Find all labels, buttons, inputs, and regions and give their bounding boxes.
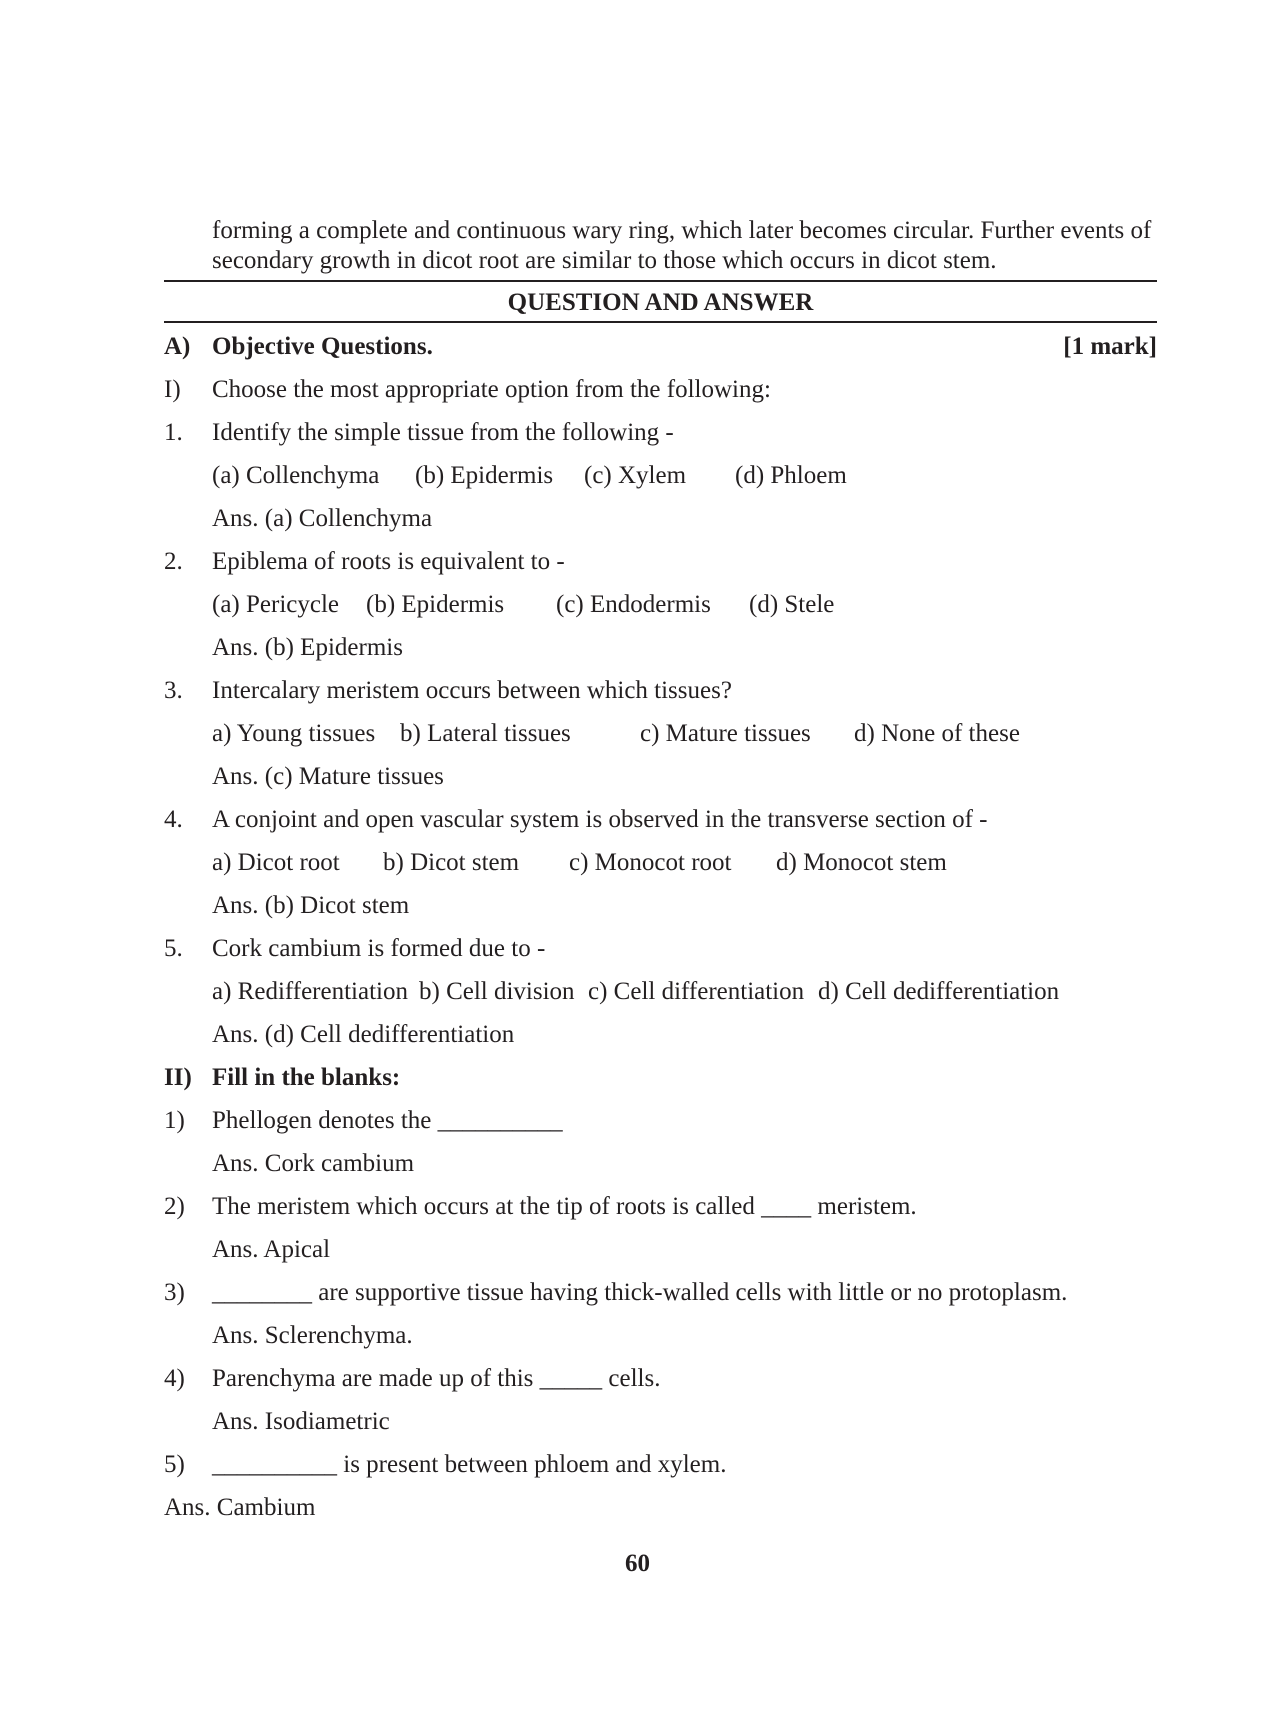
option-d: (d) Stele — [749, 591, 835, 618]
question-text: Phellogen denotes the __________ — [212, 1107, 563, 1134]
mcq-question — [164, 545, 1157, 579]
intro-paragraph — [212, 216, 1162, 276]
divider-bottom — [164, 321, 1157, 323]
answer-text: Ans. (b) Epidermis — [212, 634, 403, 661]
answer-text: Ans. (d) Cell dedifferentiation — [212, 1021, 515, 1048]
mcq-answer — [164, 631, 1157, 665]
page-number: 60 — [625, 1550, 650, 1577]
part-i-instruction: Choose the most appropriate option from the following: — [212, 376, 771, 403]
option-b: b) Cell division — [419, 978, 575, 1005]
answer-text: Ans. Cambium — [164, 1494, 316, 1521]
question-number: 3) — [164, 1279, 185, 1306]
question-text: __________ is present between phloem and xylem. — [212, 1451, 727, 1478]
option-c: (c) Endodermis — [556, 591, 711, 618]
option-c: c) Mature tissues — [640, 720, 811, 747]
part-a-title: Objective Questions. — [212, 333, 433, 360]
mcq-answer — [164, 889, 1157, 923]
answer-text: Ans. Sclerenchyma. — [212, 1322, 413, 1349]
option-b: b) Lateral tissues — [400, 720, 571, 747]
answer-text: Ans. (a) Collenchyma — [212, 505, 433, 532]
part-ii-header — [164, 1061, 1157, 1095]
mcq-question — [164, 803, 1157, 837]
intro-line-2: secondary growth in dicot root are similar to those which occurs in dicot stem. — [212, 247, 997, 274]
mcq-options — [164, 846, 1157, 880]
marks-label: [1 mark] — [1063, 333, 1157, 360]
mcq-options — [164, 717, 1157, 751]
question-number: 2. — [164, 548, 183, 575]
option-d: d) None of these — [854, 720, 1020, 747]
blank-question — [164, 1448, 1157, 1482]
option-a: (a) Collenchyma — [212, 462, 380, 489]
mcq-options — [164, 459, 1157, 493]
blank-answer — [164, 1405, 1157, 1439]
question-text: Parenchyma are made up of this _____ cells. — [212, 1365, 661, 1392]
divider-top — [164, 280, 1157, 282]
blank-question — [164, 1190, 1157, 1224]
blank-question — [164, 1104, 1157, 1138]
answer-text: Ans. Apical — [212, 1236, 331, 1263]
option-a: a) Dicot root — [212, 849, 340, 876]
question-text: The meristem which occurs at the tip of roots is called ____ meristem. — [212, 1193, 917, 1220]
option-c: (c) Xylem — [584, 462, 687, 489]
option-b: (b) Epidermis — [366, 591, 505, 618]
mcq-answer — [164, 502, 1157, 536]
mcq-options — [164, 975, 1157, 1009]
question-number: 1) — [164, 1107, 185, 1134]
option-c: c) Cell differentiation — [588, 978, 805, 1005]
part-i-label: I) — [164, 376, 181, 403]
question-number: 1. — [164, 419, 183, 446]
answer-text: Ans. (b) Dicot stem — [212, 892, 410, 919]
intro-line-1: forming a complete and continuous wary ring, which later becomes circular. Further events of — [212, 217, 1152, 244]
question-number: 4. — [164, 806, 183, 833]
blank-answer — [164, 1233, 1157, 1267]
mcq-question — [164, 416, 1157, 450]
question-text: ________ are supportive tissue having thick-walled cells with little or no protoplasm. — [212, 1279, 1068, 1306]
blank-question — [164, 1362, 1157, 1396]
section-title: QUESTION AND ANSWER — [507, 289, 814, 316]
question-text: Intercalary meristem occurs between which tissues? — [212, 677, 732, 704]
question-number: 2) — [164, 1193, 185, 1220]
option-c: c) Monocot root — [569, 849, 732, 876]
question-text: Identify the simple tissue from the following - — [212, 419, 674, 446]
question-number: 3. — [164, 677, 183, 704]
mcq-answer — [164, 760, 1157, 794]
option-d: d) Monocot stem — [776, 849, 947, 876]
question-number: 4) — [164, 1365, 185, 1392]
question-text: Cork cambium is formed due to - — [212, 935, 546, 962]
option-b: b) Dicot stem — [383, 849, 520, 876]
mcq-question — [164, 674, 1157, 708]
part-a-label: A) — [164, 333, 191, 360]
part-a-header — [164, 330, 1157, 364]
blank-answer — [164, 1491, 1157, 1525]
answer-text: Ans. Isodiametric — [212, 1408, 390, 1435]
option-a: a) Redifferentiation — [212, 978, 408, 1005]
answer-text: Ans. Cork cambium — [212, 1150, 415, 1177]
blank-question — [164, 1276, 1157, 1310]
question-number: 5) — [164, 1451, 185, 1478]
option-d: (d) Phloem — [735, 462, 847, 489]
option-b: (b) Epidermis — [415, 462, 554, 489]
part-i-header — [164, 373, 1157, 407]
option-a: (a) Pericycle — [212, 591, 340, 618]
answer-text: Ans. (c) Mature tissues — [212, 763, 444, 790]
option-d: d) Cell dedifferentiation — [818, 978, 1060, 1005]
part-ii-label: II) — [164, 1064, 192, 1091]
part-ii-title: Fill in the blanks: — [212, 1064, 401, 1091]
question-text: A conjoint and open vascular system is observed in the transverse section of - — [212, 806, 988, 833]
mcq-question — [164, 932, 1157, 966]
mcq-answer — [164, 1018, 1157, 1052]
blank-answer — [164, 1319, 1157, 1353]
question-text: Epiblema of roots is equivalent to - — [212, 548, 565, 575]
option-a: a) Young tissues — [212, 720, 376, 747]
blank-answer — [164, 1147, 1157, 1181]
mcq-options — [164, 588, 1157, 622]
question-number: 5. — [164, 935, 183, 962]
